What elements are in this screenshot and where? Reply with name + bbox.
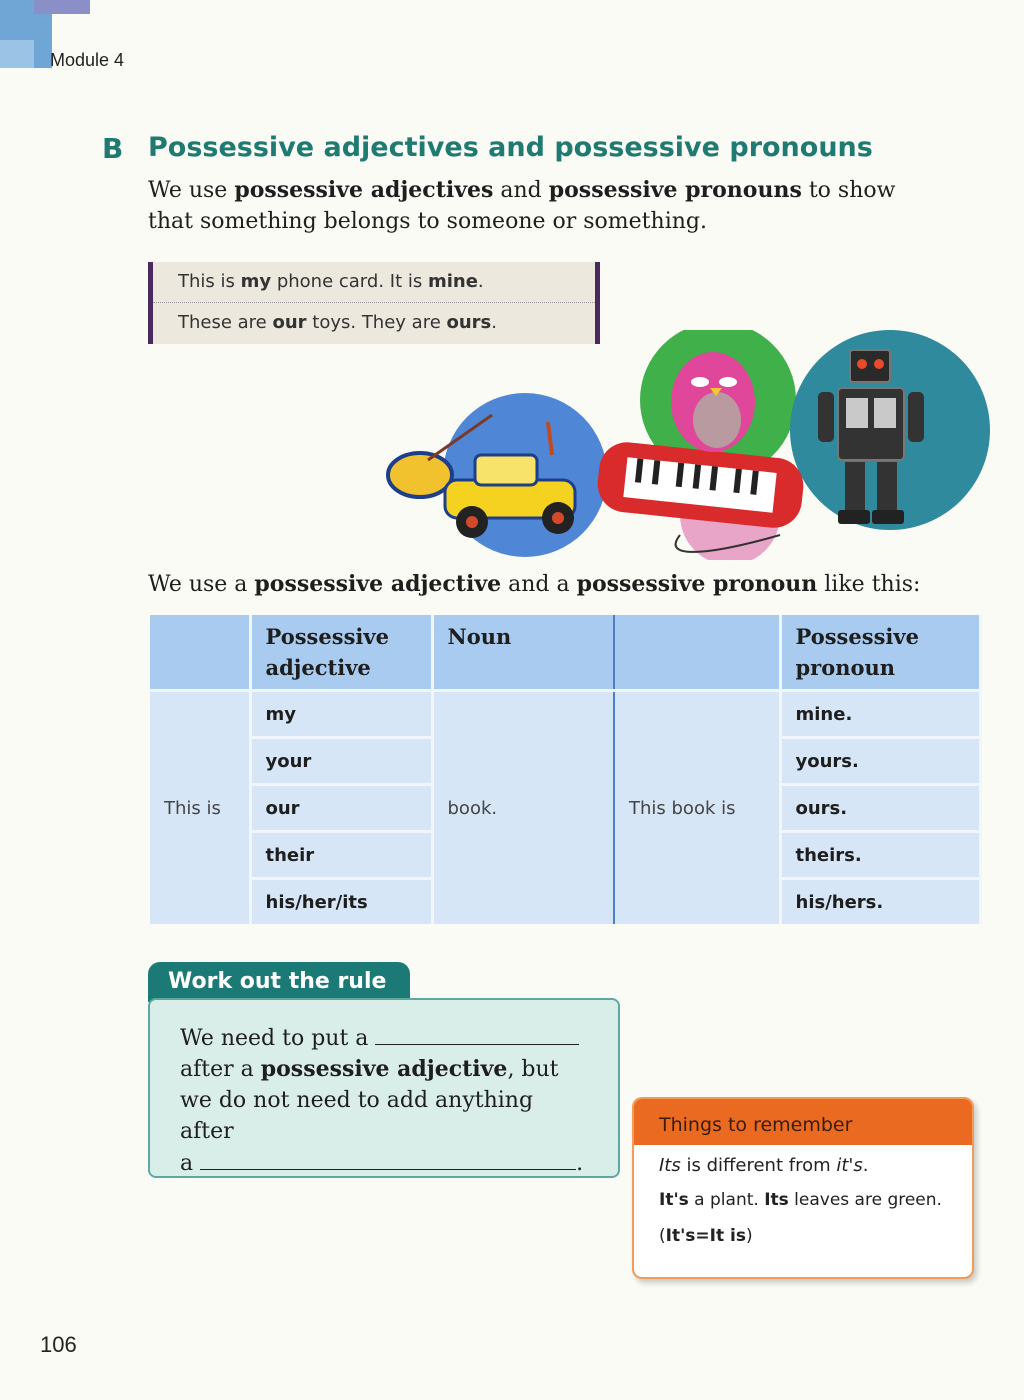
- example-text: toys. They are: [306, 312, 447, 333]
- example-bold: my: [240, 271, 272, 292]
- table-header: Possessive pronoun: [780, 615, 980, 691]
- table-header: [150, 615, 250, 691]
- toys-illustration: [380, 330, 990, 560]
- adjective-cell: your: [250, 738, 432, 785]
- table-lead-cell: This is: [150, 691, 250, 925]
- page-number: 106: [40, 1332, 77, 1357]
- lead-text: like this:: [817, 572, 921, 597]
- example-text: These are: [178, 312, 273, 333]
- rule-text: after a: [180, 1057, 261, 1082]
- module-label: Module 4: [50, 50, 125, 70]
- remember-bold: It's: [659, 1190, 689, 1210]
- remember-line: [634, 1155, 972, 1176]
- section-letter: B: [102, 132, 124, 165]
- rule-text: a: [180, 1151, 194, 1176]
- table-header-row: [150, 615, 980, 691]
- table-header: [614, 615, 780, 691]
- intro-text: to show that something belongs to someone or something.: [148, 178, 896, 234]
- rule-text: We need to put a: [180, 1026, 369, 1051]
- remember-text: is different from: [680, 1155, 837, 1176]
- pronoun-cell: theirs.: [780, 832, 980, 879]
- example-text: .: [477, 271, 484, 292]
- table-lead-sentence: [148, 571, 920, 597]
- remember-italic: Its: [659, 1155, 681, 1176]
- intro-paragraph: [148, 175, 938, 237]
- example-text: .: [491, 312, 498, 333]
- example-bold: our: [272, 312, 307, 333]
- remember-bold: Its: [764, 1190, 789, 1210]
- example-line: [153, 262, 595, 302]
- intro-bold: possessive adjectives: [234, 177, 494, 203]
- pronoun-cell: ours.: [780, 785, 980, 832]
- remember-text: leaves are green.: [788, 1190, 942, 1210]
- remember-text: a plant.: [688, 1190, 765, 1210]
- remember-box: [632, 1097, 974, 1279]
- intro-bold: possessive pronouns: [548, 177, 802, 203]
- answer-blank-2[interactable]: [200, 1147, 576, 1170]
- lead-text: We use a: [148, 572, 255, 597]
- rule-bold: possessive adjective: [260, 1056, 508, 1082]
- pronoun-cell: mine.: [780, 691, 980, 738]
- rule-text: .: [576, 1151, 584, 1176]
- table-mid-cell: This book is: [614, 691, 780, 925]
- remember-bold: It's=It is: [665, 1226, 746, 1246]
- noun-cell: book.: [432, 691, 614, 925]
- rule-box-title: Work out the rule: [148, 962, 410, 1002]
- pronoun-cell: his/hers.: [780, 879, 980, 925]
- table-header: Possessive adjective: [250, 615, 432, 691]
- example-bold: mine: [427, 271, 478, 292]
- remember-text: ): [745, 1226, 753, 1246]
- adjective-cell: my: [250, 691, 432, 738]
- adjective-cell: his/her/its: [250, 879, 432, 925]
- answer-blank-1[interactable]: [375, 1022, 579, 1045]
- toy-penguin-icon: [671, 352, 755, 452]
- pronoun-cell: yours.: [780, 738, 980, 785]
- possessive-table: [150, 615, 982, 924]
- adjective-cell: their: [250, 832, 432, 879]
- example-bold: ours: [446, 312, 492, 333]
- remember-italic: it's: [836, 1155, 863, 1176]
- intro-text: We use: [148, 178, 235, 203]
- remember-title: Things to remember: [634, 1099, 972, 1145]
- remember-line: [634, 1190, 972, 1210]
- lead-bold: possessive adjective: [254, 571, 502, 597]
- example-text: This is: [178, 271, 241, 292]
- example-text: phone card. It is: [271, 271, 428, 292]
- rule-text: , but we do not need to add anything after: [180, 1057, 559, 1144]
- corner-decoration: [0, 40, 34, 68]
- section-title: Possessive adjectives and possessive pronouns: [148, 132, 873, 163]
- remember-line: [634, 1226, 972, 1246]
- intro-text: and: [493, 178, 549, 203]
- remember-text: (: [659, 1226, 666, 1246]
- lead-text: and a: [501, 572, 577, 597]
- rule-box: [148, 998, 620, 1178]
- table-header: Noun: [432, 615, 614, 691]
- table-row: [150, 691, 980, 738]
- lead-bold: possessive pronoun: [576, 571, 818, 597]
- corner-decoration: [34, 0, 90, 14]
- adjective-cell: our: [250, 785, 432, 832]
- remember-text: .: [862, 1155, 869, 1176]
